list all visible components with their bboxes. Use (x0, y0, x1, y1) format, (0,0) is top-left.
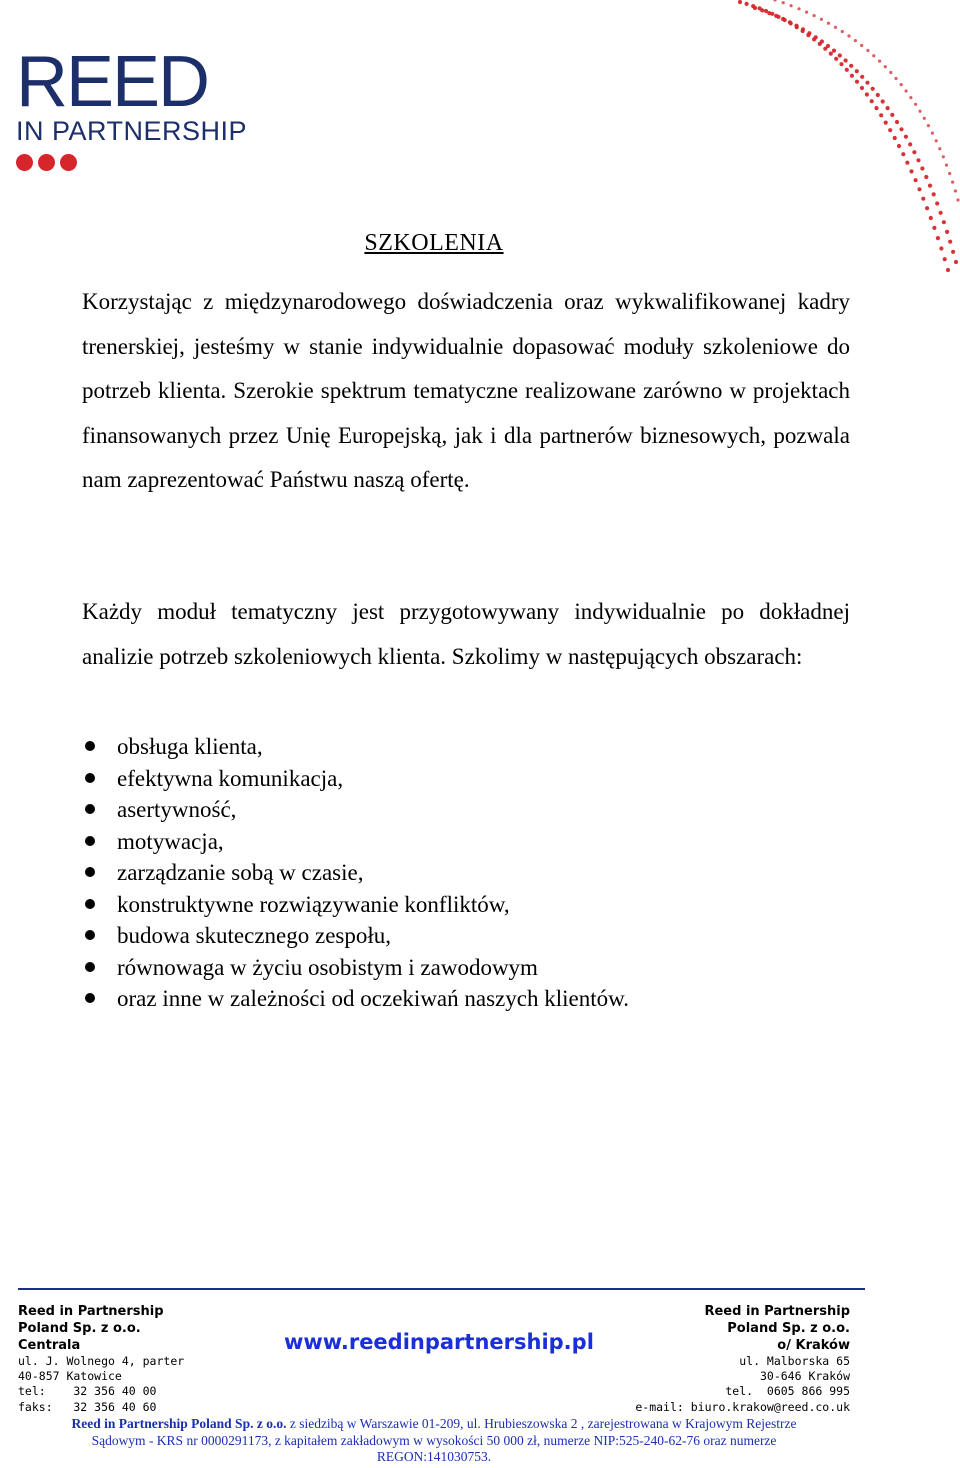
swoosh-dot (939, 246, 943, 250)
swoosh-dot (832, 49, 836, 53)
swoosh-dot (914, 103, 917, 106)
hq-label: Centrala (18, 1338, 81, 1353)
swoosh-dot (939, 211, 943, 215)
swoosh-dot (890, 113, 894, 117)
logo-wordmark: REED (16, 42, 209, 122)
legal-notice (0, 1416, 868, 1466)
swoosh-dot (834, 57, 838, 61)
swoosh-dot (826, 44, 830, 48)
swoosh-dot (855, 69, 859, 73)
swoosh-dot (924, 175, 928, 179)
list-item (82, 794, 629, 826)
modules-paragraph: Każdy moduł tematyczny jest przygotowywany indywidualnie po dokładnej analizie potrzeb szkoleniowych klienta. Szkolimy w następujących obszarach: (82, 599, 850, 669)
swoosh-dot (841, 30, 844, 33)
footer-divider (18, 1288, 865, 1290)
branch-phone: tel. 0605 866 995 (725, 1384, 850, 1399)
swoosh-dot (900, 83, 903, 86)
list-item-text: równowaga w życiu osobistym i zawodowym (117, 954, 538, 980)
legal-registration: z siedzibą w Warszawie 01-209, ul. Hrubieszowska 2 , zarejestrowana w Krajowym Rejestrze (286, 1416, 797, 1431)
swoosh-dot (807, 31, 811, 35)
swoosh-dot (942, 155, 945, 158)
swoosh-dot (927, 124, 930, 127)
swoosh-dot (925, 206, 929, 210)
list-item-text: efektywna komunikacja, (117, 765, 344, 791)
swoosh-dot (935, 201, 939, 205)
swoosh-dot (948, 172, 951, 175)
swoosh-dot (918, 110, 921, 113)
swoosh-dot (855, 80, 859, 84)
legal-line-2: Sądowym - KRS nr 0000291173, z kapitałem zakładowym w wysokości 50 000 zł, numerze NIP:525-240-62-76 oraz numerze (91, 1432, 777, 1448)
swoosh-dot (827, 22, 830, 25)
swoosh-dot (932, 192, 936, 196)
swoosh-dot (820, 18, 823, 21)
swoosh-dot (956, 198, 959, 201)
logo-dot (38, 154, 55, 171)
swoosh-dot (838, 53, 842, 57)
swoosh-dot (916, 158, 920, 162)
swoosh-dot (914, 178, 918, 182)
logo-dot (16, 154, 33, 171)
logo-dots (16, 154, 247, 171)
branch-email[interactable]: e-mail: biuro.krakow@reed.co.uk (635, 1399, 850, 1414)
swoosh-dot (920, 166, 924, 170)
swoosh-dot (948, 240, 952, 244)
swoosh-dot (860, 86, 864, 90)
list-item-text: konstruktywne rozwiązywanie konfliktów, (117, 891, 510, 917)
swoosh-dot (938, 147, 941, 150)
logo-dot (60, 154, 77, 171)
swoosh-dot (834, 26, 837, 29)
swoosh-dot (889, 71, 892, 74)
swoosh-dot (790, 4, 793, 7)
swoosh-dot (805, 11, 808, 14)
swoosh-dot (767, 11, 771, 15)
swoosh-dot (854, 39, 857, 42)
swoosh-dot (951, 181, 954, 184)
swoosh-dot (865, 81, 869, 85)
swoosh-dot (946, 268, 950, 272)
hq-street: ul. J. Wolnego 4, parter (18, 1354, 185, 1368)
list-item (82, 857, 629, 889)
swoosh-dot (884, 121, 888, 125)
swoosh-dot (738, 0, 742, 4)
swoosh-dot (847, 34, 850, 37)
swoosh-dot (908, 142, 912, 146)
hq-phone: tel: 32 356 40 00 (18, 1384, 157, 1399)
swoosh-dot (872, 54, 875, 57)
swoosh-dot (794, 24, 798, 28)
footer-branch (635, 1303, 850, 1415)
hq-fax: faks: 32 356 40 60 (18, 1399, 157, 1414)
swoosh-dot (935, 139, 938, 142)
bullet-icon (85, 867, 95, 877)
swoosh-dot (954, 260, 958, 264)
swoosh-dot (905, 161, 909, 165)
swoosh-dot (945, 164, 948, 167)
swoosh-dot (866, 49, 869, 52)
swoosh-dot (932, 226, 936, 230)
swoosh-dot (814, 35, 818, 39)
list-item-text: asertywność, (117, 797, 237, 822)
bullet-icon (85, 741, 95, 751)
swoosh-dot (781, 17, 785, 21)
bullet-icon (85, 930, 95, 940)
swoosh-dot (865, 92, 869, 96)
swoosh-dot (876, 93, 880, 97)
list-item-text: zarządzanie sobą w czasie, (117, 860, 364, 885)
list-item-text: oraz inne w zależności od oczekiwań naszych klientów. (117, 986, 629, 1011)
swoosh-dot (820, 39, 824, 43)
swoosh-dot (951, 250, 955, 254)
swoosh-dot (782, 1, 785, 4)
list-item (82, 952, 629, 984)
swoosh-dot (745, 2, 749, 6)
swoosh-dot (899, 127, 903, 131)
swoosh-dot (773, 0, 776, 2)
footer-headquarters (18, 1303, 184, 1415)
branch-city: 30-646 Kraków (759, 1369, 850, 1384)
branch-label: o/ Kraków (777, 1338, 850, 1353)
bullet-icon (85, 962, 95, 972)
hq-company-name: Reed in Partnership (18, 1304, 164, 1319)
swoosh-dot (839, 62, 843, 66)
swoosh-dot (909, 96, 912, 99)
swoosh-dot (954, 189, 957, 192)
swoosh-dot (886, 106, 890, 110)
swoosh-dot (928, 184, 932, 188)
website-link[interactable]: www.reedinpartnership.pl (284, 1330, 594, 1354)
swoosh-dot (905, 89, 908, 92)
swoosh-dot (929, 216, 933, 220)
swoosh-dot (878, 60, 881, 63)
list-item (82, 763, 629, 795)
swoosh-dot (921, 197, 925, 201)
swoosh-dot (860, 75, 864, 79)
logo-subtitle: IN PARTNERSHIP (16, 116, 248, 146)
bullet-icon (85, 993, 95, 1003)
branch-street: ul. Malborska 65 (739, 1354, 850, 1368)
swoosh-dot (881, 99, 885, 103)
list-item-text: motywacja, (117, 828, 224, 854)
swoosh-dot (871, 87, 875, 91)
swoosh-dot (894, 77, 897, 80)
branch-company-name: Reed in Partnership (704, 1304, 850, 1319)
swoosh-dot (870, 99, 874, 103)
swoosh-dot (912, 150, 916, 154)
training-areas-list (82, 731, 629, 1015)
swoosh-dot (897, 144, 901, 148)
branch-company-form: Poland Sp. z o.o. (727, 1321, 850, 1336)
swoosh-dot (943, 257, 947, 261)
list-item (82, 983, 629, 1015)
swoosh-dot (874, 106, 878, 110)
list-item (82, 920, 629, 952)
legal-company: Reed in Partnership Poland Sp. z o.o. (71, 1416, 287, 1431)
list-item (82, 731, 629, 763)
company-logo (16, 42, 248, 171)
swoosh-dot (884, 65, 887, 68)
swoosh-dot (860, 44, 863, 47)
swoosh-dot (888, 128, 892, 132)
page-title: SZKOLENIA (364, 230, 504, 256)
list-item-text: budowa skutecznego zespołu, (117, 923, 392, 948)
swoosh-dot (917, 187, 921, 191)
swoosh-dot (829, 52, 833, 56)
bullet-icon (85, 773, 95, 783)
swoosh-dot (942, 220, 946, 224)
swoosh-dot (774, 14, 778, 18)
list-item-text: obsługa klienta, (117, 734, 263, 759)
swoosh-dot (931, 132, 934, 135)
list-item (82, 826, 629, 858)
swoosh-dot (753, 6, 757, 10)
bullet-icon (85, 836, 95, 846)
swoosh-dot (895, 120, 899, 124)
swoosh-dot (904, 135, 908, 139)
swoosh-dot (936, 236, 940, 240)
list-item (82, 889, 629, 921)
swoosh-dot (850, 74, 854, 78)
legal-line-1 (0, 1416, 868, 1433)
swoosh-dot (901, 152, 905, 156)
swoosh-dot (844, 58, 848, 62)
swoosh-dot (797, 7, 800, 10)
hq-city: 40-857 Katowice (18, 1369, 122, 1384)
bullet-icon (85, 899, 95, 909)
hq-company-form: Poland Sp. z o.o. (18, 1321, 141, 1336)
swoosh-dot (879, 113, 883, 117)
swoosh-dot (801, 27, 805, 31)
swoosh-dot (909, 169, 913, 173)
swoosh-dot (945, 230, 949, 234)
swoosh-dot (788, 20, 792, 24)
swoosh-dot (760, 8, 764, 12)
swoosh-dot (893, 136, 897, 140)
intro-paragraph: Korzystając z międzynarodowego doświadczenia oraz wykwalifikowanej kadry trenerskiej, jesteśmy w stanie indywidualnie dopasować moduły szkoleniowe do potrzeb klienta. Szerokie spektrum tematyczne realizowane zarówno w projektach finansowanych przez Unię Europejską, jak i dla partnerów biznesowych, pozwala nam zaprezentować Państwu naszą ofertę. (82, 289, 850, 493)
legal-line-3: REGON:141030753. (376, 1449, 492, 1465)
swoosh-dot (923, 117, 926, 120)
swoosh-dot (845, 68, 849, 72)
swoosh-dot (849, 64, 853, 68)
swoosh-dot (813, 14, 816, 17)
bullet-icon (85, 804, 95, 814)
